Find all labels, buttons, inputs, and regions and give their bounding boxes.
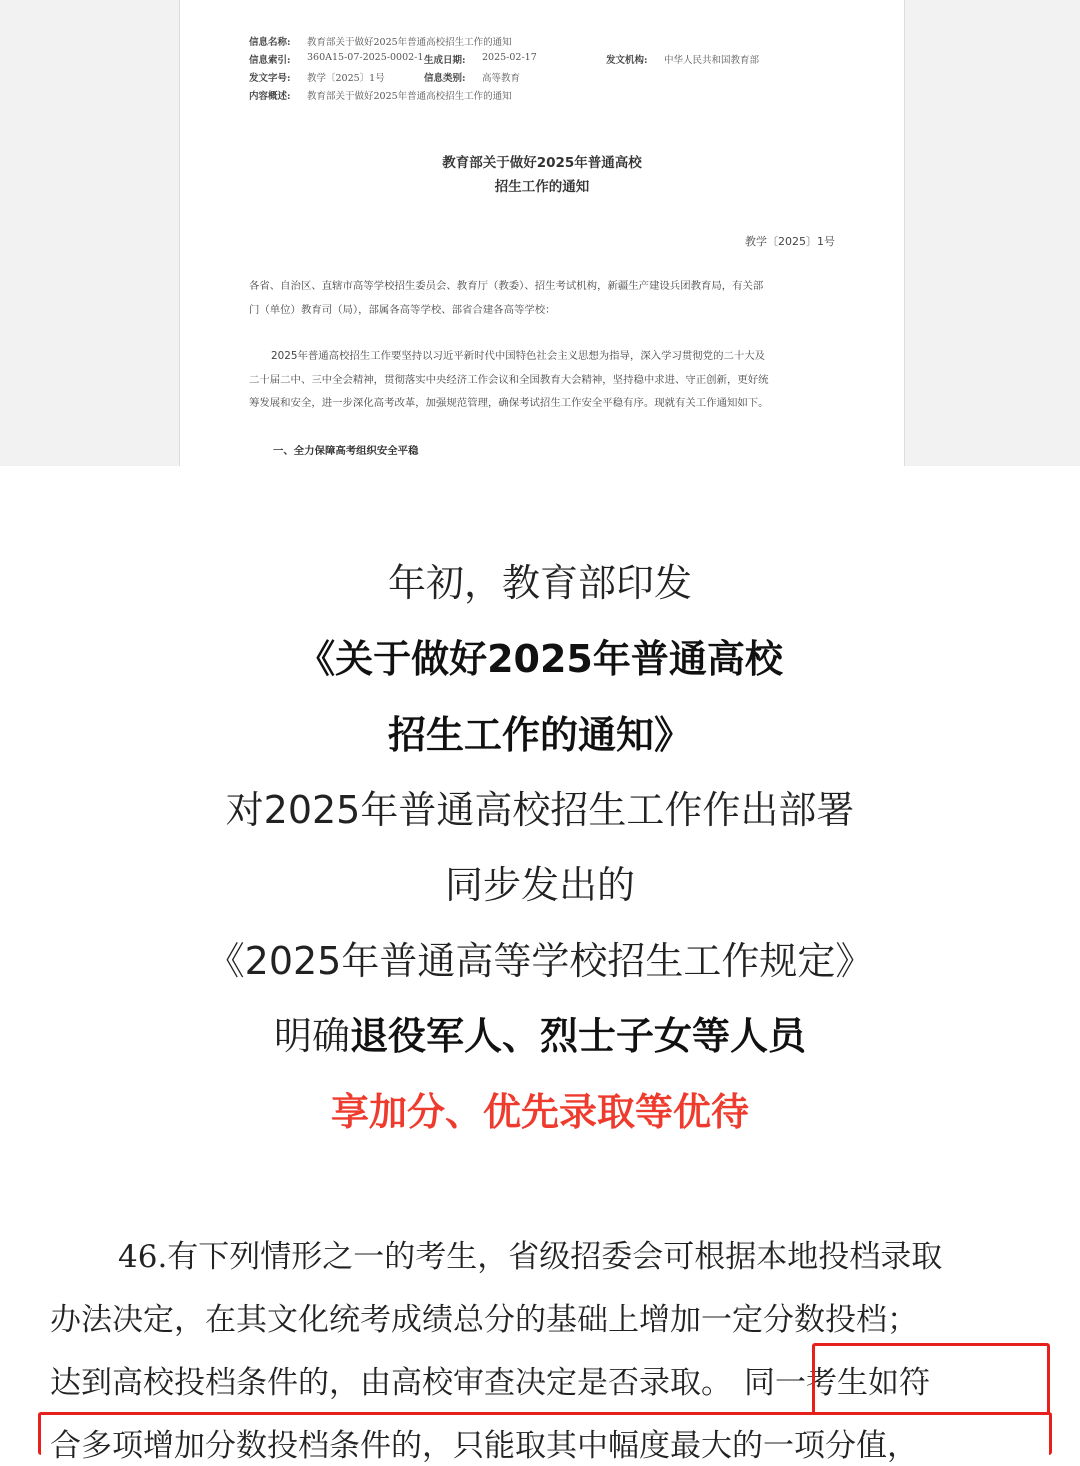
meta-label: 发文字号: [249,73,291,84]
meta-value: 360A15-07-2025-0002-1 [307,52,424,63]
caption-highlight: 享加分、优先录取等优待 [330,1090,749,1134]
document-title-line1: 教育部关于做好2025年普通高校 [442,155,642,171]
article-line-1: 46.有下列情形之一的考生，省级招委会可根据本地投档录取 [118,1239,943,1275]
caption-line-3: 招生工作的通知》 [387,713,692,757]
document-screenshot [0,0,1080,466]
caption-line-4: 对2025年普通高校招生工作作出部署 [225,788,855,832]
caption-line-2: 《关于做好2025年普通高校 [297,637,783,681]
article-line-3 [50,1363,930,1403]
article-line-4: 合多项增加分数投档条件的，只能取其中幅度最大的一项分值， [50,1428,918,1464]
caption-line-7-prefix: 明确 [273,1014,350,1058]
paragraph-line: 筹发展和安全，进一步深化高考改革，加强规范管理，确保考试招生工作安全平稳有序。现就有关工作通知如下。 [249,397,769,409]
document-number: 教学〔2025〕1号 [745,235,835,248]
meta-label: 信息名称: [249,37,291,48]
meta-label: 内容概述: [249,91,291,102]
highlight-box-bottom [38,1412,1052,1455]
meta-value: 高等教育 [482,73,521,84]
meta-value: 2025-02-17 [482,52,537,63]
meta-value: 教育部关于做好2025年普通高校招生工作的通知 [307,91,512,102]
caption-line-5: 同步发出的 [444,863,635,907]
article-line-3-plain: 达到高校投档条件的，由高校审查决定是否录取。 [50,1365,732,1401]
paragraph-line: 2025年普通高校招生工作要坚持以习近平新时代中国特色社会主义思想为指导，深入学习贯彻党的二十大及 [271,350,766,362]
meta-value: 教学〔2025〕1号 [307,73,385,84]
meta-label: 发文机构: [606,55,648,66]
meta-label: 信息类别: [424,73,466,84]
caption-line-6: 《2025年普通高等学校招生工作规定》 [206,939,874,983]
paragraph-line: 二十届二中、三中全会精神，贯彻落实中央经济工作会议和全国教育大会精神，坚持稳中求进、守正创新，更好统 [249,373,769,386]
paragraph-line: 门（单位）教育司（局），部属各高等学校、部省合建各高等学校： [249,303,556,316]
meta-value: 中华人民共和国教育部 [664,55,760,66]
highlight-box-top [812,1343,1050,1415]
article-line-2: 办法决定，在其文化统考成绩总分的基础上增加一定分数投档； [50,1302,918,1338]
meta-value: 教育部关于做好2025年普通高校招生工作的通知 [307,37,512,48]
document-title-line2: 招生工作的通知 [494,179,590,195]
caption-line-7-bold: 退役军人、烈士子女等人员 [350,1014,807,1058]
document-sheet [179,0,905,466]
meta-label: 生成日期: [424,55,466,66]
section-heading: 一、全力保障高考组织安全平稳 [273,445,419,457]
caption-line-7 [0,1013,1080,1059]
addressee-paragraph [249,275,839,322]
body-paragraph [249,345,839,416]
article-line-3-boxed: 同一考生如符 [744,1365,930,1401]
caption-line-1: 年初，教育部印发 [387,561,692,605]
paragraph-line: 各省、自治区、直辖市高等学校招生委员会、教育厅（教委）、招生考试机构，新疆生产建设兵团教育局，有关部 [249,280,764,292]
meta-label: 信息索引: [249,55,291,66]
